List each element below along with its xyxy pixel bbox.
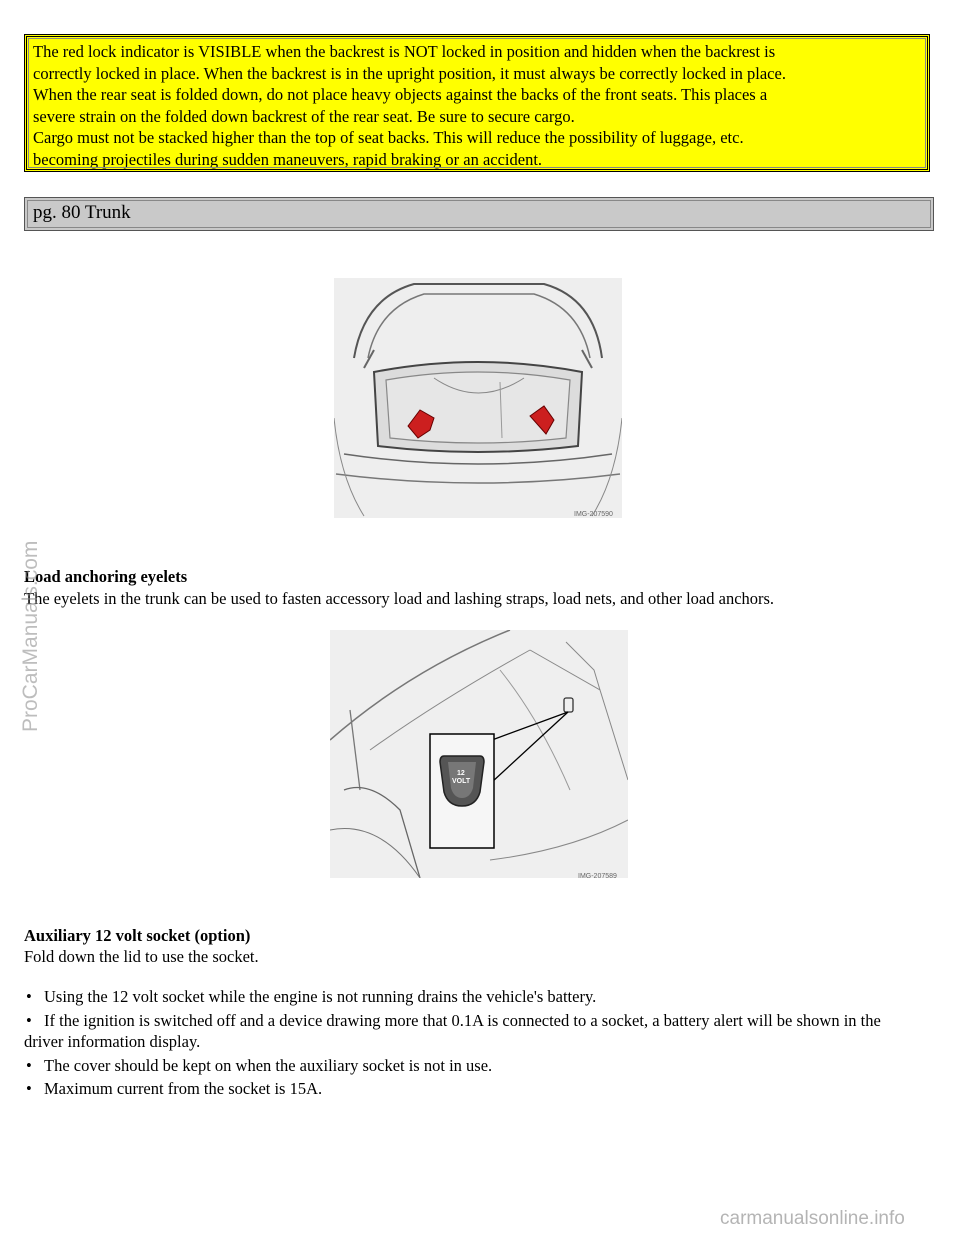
list-item-text: The cover should be kept on when the auxiliary socket is not in use. xyxy=(44,1055,493,1075)
socket-illustration xyxy=(330,630,628,878)
figure-code: IMG-207589 xyxy=(578,873,617,878)
socket-heading: Auxiliary 12 volt socket (option) xyxy=(24,926,251,945)
section-title: pg. 80 Trunk xyxy=(33,202,131,223)
warning-line: The red lock indicator is VISIBLE when the backrest is NOT locked in position and hidden when the backrest is xyxy=(33,42,776,61)
bottom-watermark: carmanualsonline.info xyxy=(720,1208,905,1229)
warning-line: becoming projectiles during sudden maneuvers, rapid braking or an accident. xyxy=(33,149,543,169)
socket-drawing xyxy=(330,630,628,878)
bullet-icon: • xyxy=(26,1079,32,1098)
figure-code: IMG-207590 xyxy=(574,511,613,518)
socket-label-top: 12 xyxy=(457,770,465,777)
warning-box xyxy=(24,34,930,172)
list-item-text: Maximum current from the socket is 15A. xyxy=(44,1079,323,1098)
warning-line: When the rear seat is folded down, do not place heavy objects against the backs of the front seats. This places a xyxy=(33,85,768,104)
section-title-bar xyxy=(24,197,934,231)
socket-text: Fold down the lid to use the socket. xyxy=(24,947,259,966)
warning-line: Cargo must not be stacked higher than the top of seat backs. This will reduce the possibility of luggage, etc. xyxy=(33,128,744,147)
warning-line: severe strain on the folded down backrest of the rear seat. Be sure to secure cargo. xyxy=(33,106,575,126)
trunk-eyelets-illustration xyxy=(334,278,622,518)
load-anchoring-heading: Load anchoring eyelets xyxy=(24,567,188,586)
bullet-icon: • xyxy=(26,1055,32,1075)
bullet-icon: • xyxy=(26,987,32,1006)
list-item xyxy=(24,986,924,1008)
warning-line: correctly locked in place. When the backrest is in the upright position, it must always be correctly locked in place. xyxy=(33,63,786,83)
side-watermark: ProCarManuals.com xyxy=(19,540,42,732)
list-item xyxy=(24,1078,924,1100)
load-anchoring-text: The eyelets in the trunk can be used to fasten accessory load and lashing straps, load nets, and other load anchors. xyxy=(24,589,775,608)
list-item-text: If the ignition is switched off and a device drawing more that 0.1A is connected to a socket, a battery alert will be shown in the driver information display. xyxy=(24,1010,881,1051)
bullet-icon: • xyxy=(26,1010,32,1030)
socket-label-bottom: VOLT xyxy=(452,778,471,785)
trunk-eyelets-drawing xyxy=(334,278,622,518)
list-item-text: Using the 12 volt socket while the engine is not running drains the vehicle's battery. xyxy=(44,987,597,1006)
list-item xyxy=(24,1055,924,1077)
list-item xyxy=(24,1010,924,1053)
socket-bullet-list xyxy=(24,986,924,1102)
